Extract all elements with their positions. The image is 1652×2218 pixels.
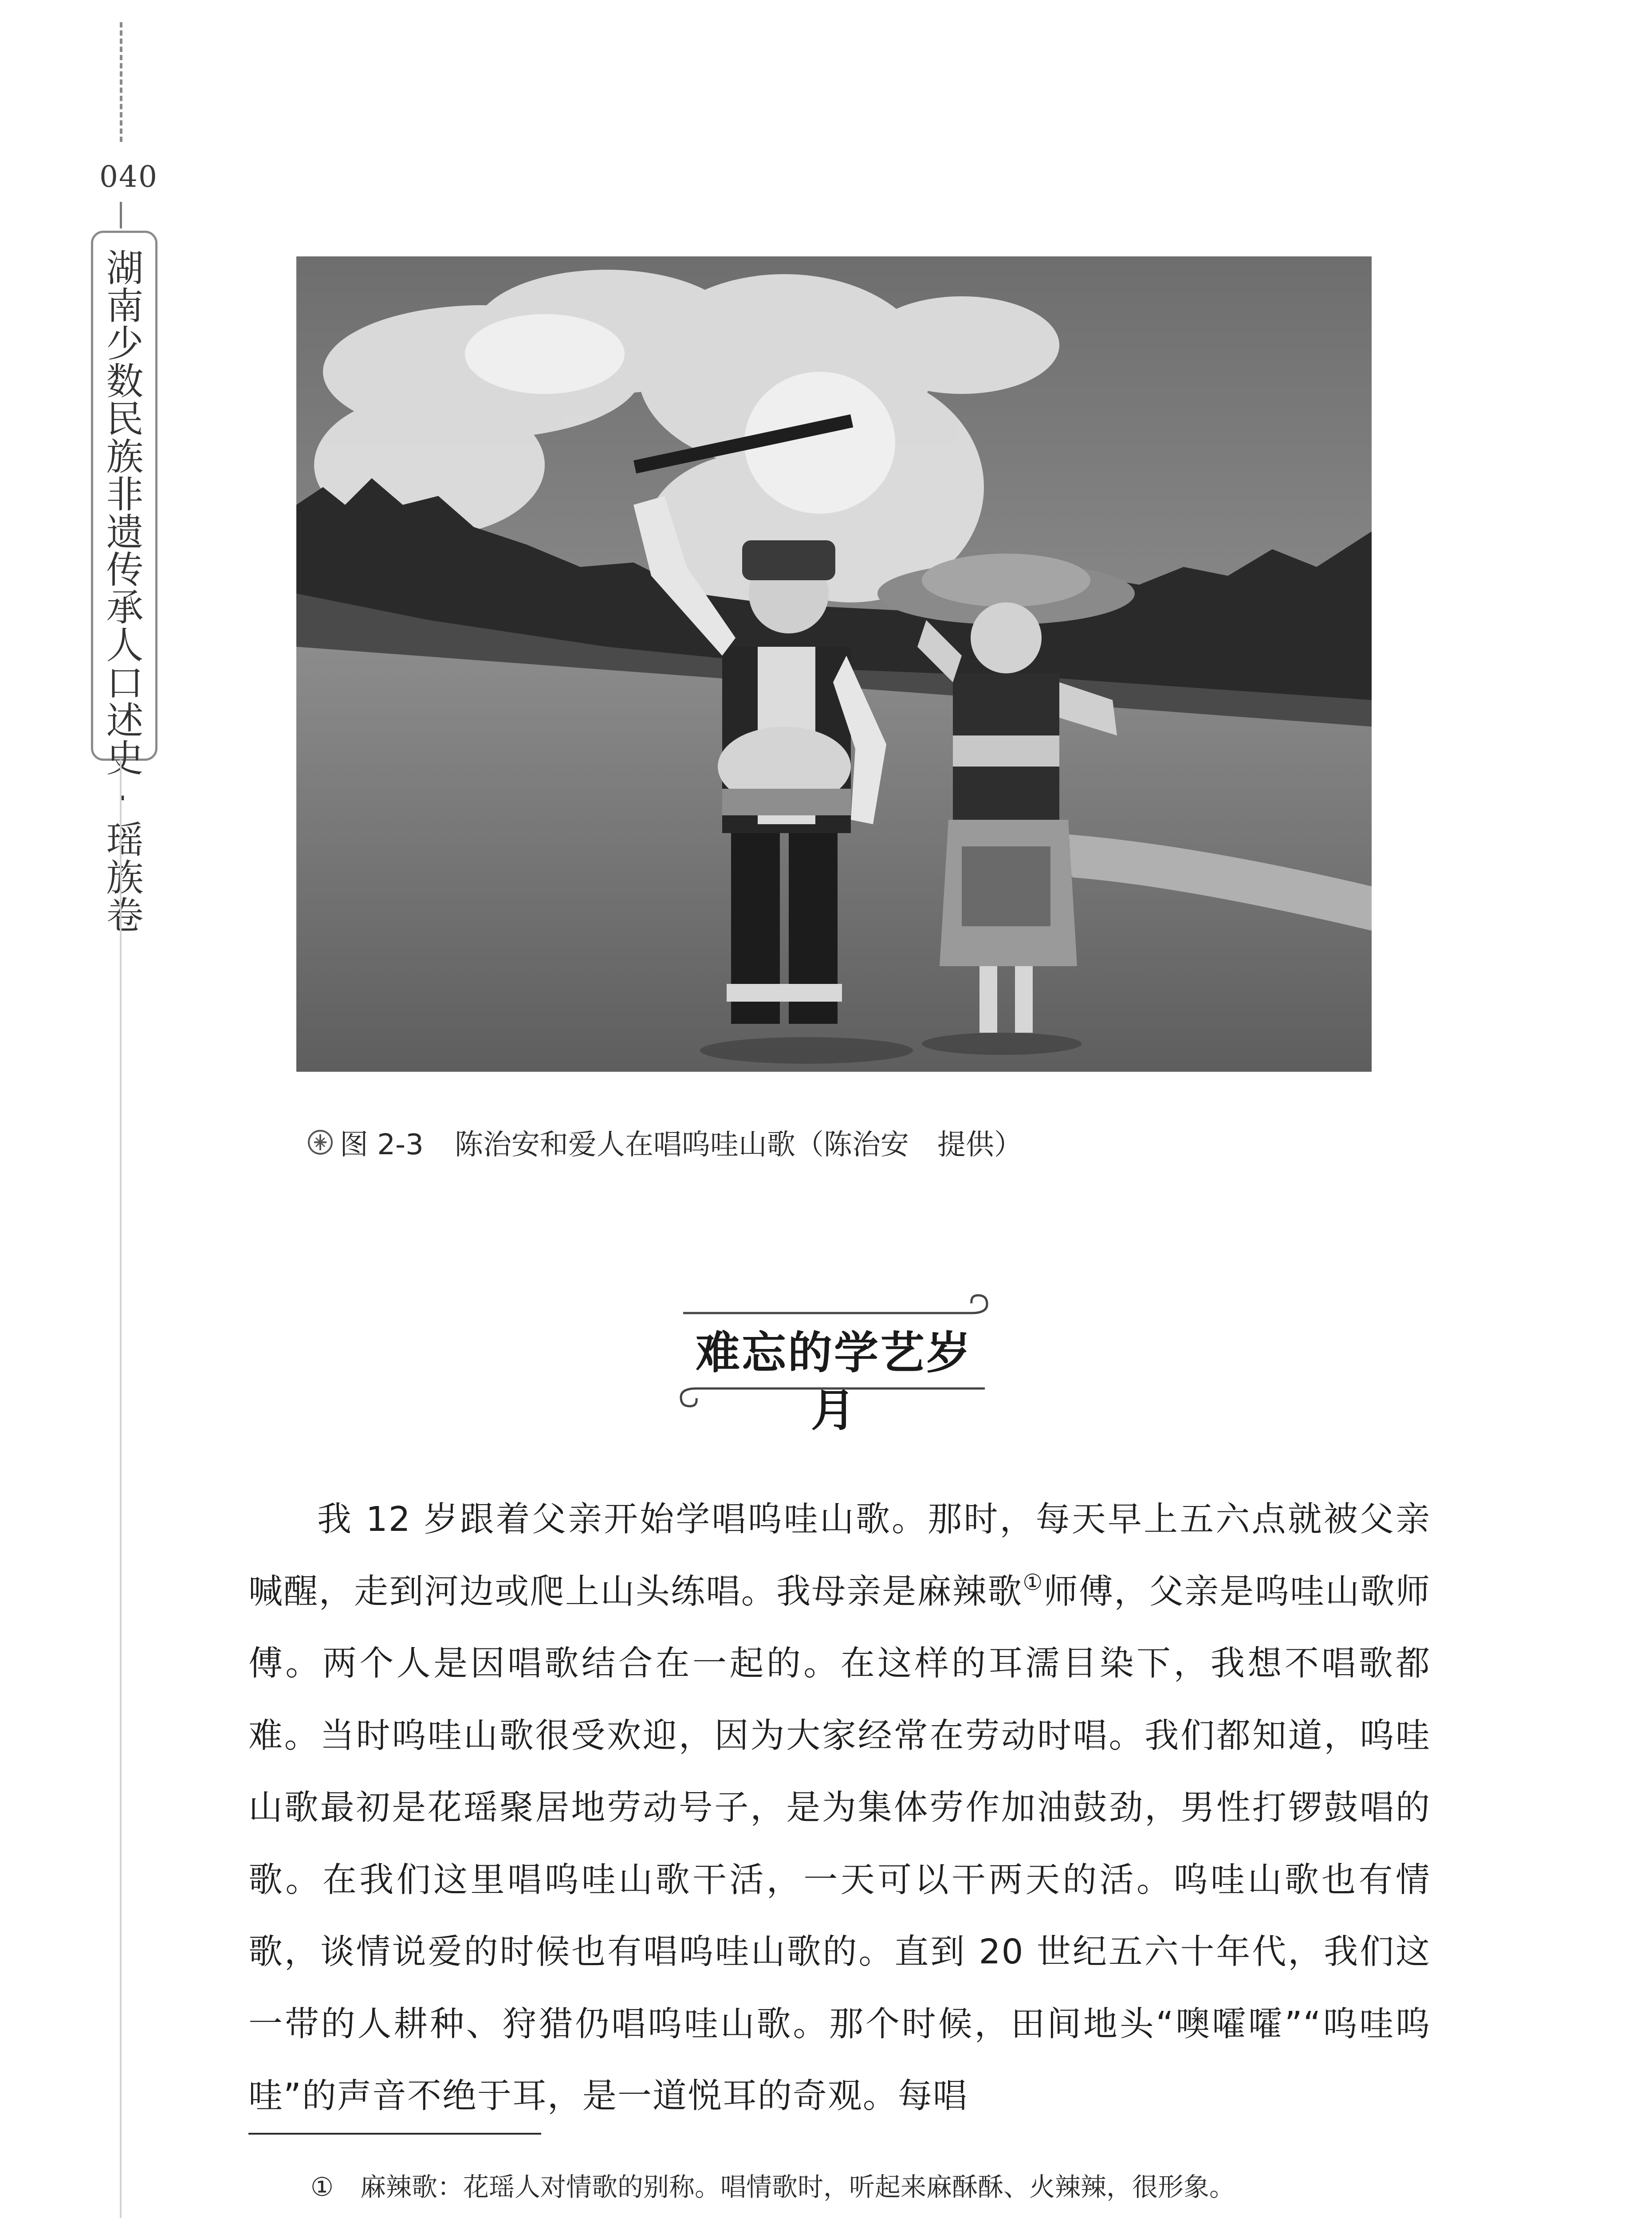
body-text-rest: 师傅，父亲是呜哇山歌师傅。两个人是因唱歌结合在一起的。在这样的耳濡目染下，我想不唱歌都难。当时呜哇山歌很受欢迎，因为大家经常在劳动时唱。我们都知道，呜哇山歌最初是花瑶聚居地劳动号子，是为集体劳作加油鼓劲，男性打锣鼓唱的歌。在我们这里唱呜哇山歌干活，一天可以干两天的活。呜哇山歌也有情歌，谈情说爱的时候也有唱呜哇山歌的。直到 20 世纪五六十年代，我们这一带的人耕种、狩猎仍唱呜哇山歌。那个时候，田间地头“噢嚯嚯”“呜哇呜哇”的声音不绝于耳，是一道悦耳的奇观。每唱 xyxy=(248,1572,1431,2116)
footnote-reference: ① xyxy=(1023,1569,1044,1595)
page-number: 040 xyxy=(99,160,158,194)
figure-caption xyxy=(306,1118,1459,1167)
body-text-start: 我 12 岁跟着父亲开始学唱呜哇山歌。那时，每天早上五六点就被父亲喊醒，走到河边或爬上山头练唱。我母亲是麻辣歌 xyxy=(248,1500,1431,1612)
flower-ornament-icon xyxy=(306,1128,334,1156)
figure-photo xyxy=(296,256,1372,1072)
figure-caption-text: 陈治安和爱人在唱呜哇山歌（陈治安 提供） xyxy=(454,1129,1023,1161)
body-paragraph xyxy=(248,1484,1431,2133)
series-title: 湖南少数民族非遗传承人口述史·瑶族卷 xyxy=(100,248,144,933)
footnote-mark: ① xyxy=(311,2172,334,2202)
footnote xyxy=(311,2167,1420,2207)
footnote-separator xyxy=(248,2133,541,2135)
figure-label: 图 2-3 xyxy=(340,1129,424,1161)
photo-illustration xyxy=(296,256,1372,1072)
running-head-dashed-rule xyxy=(120,22,122,142)
running-head-rule-bottom xyxy=(120,759,122,2218)
running-head-rule xyxy=(120,202,122,228)
footnote-text: 麻辣歌：花瑶人对情歌的别称。唱情歌时，听起来麻酥酥、火辣辣，很形象。 xyxy=(360,2172,1235,2202)
section-heading: 难忘的学艺岁月 xyxy=(696,1327,972,1436)
